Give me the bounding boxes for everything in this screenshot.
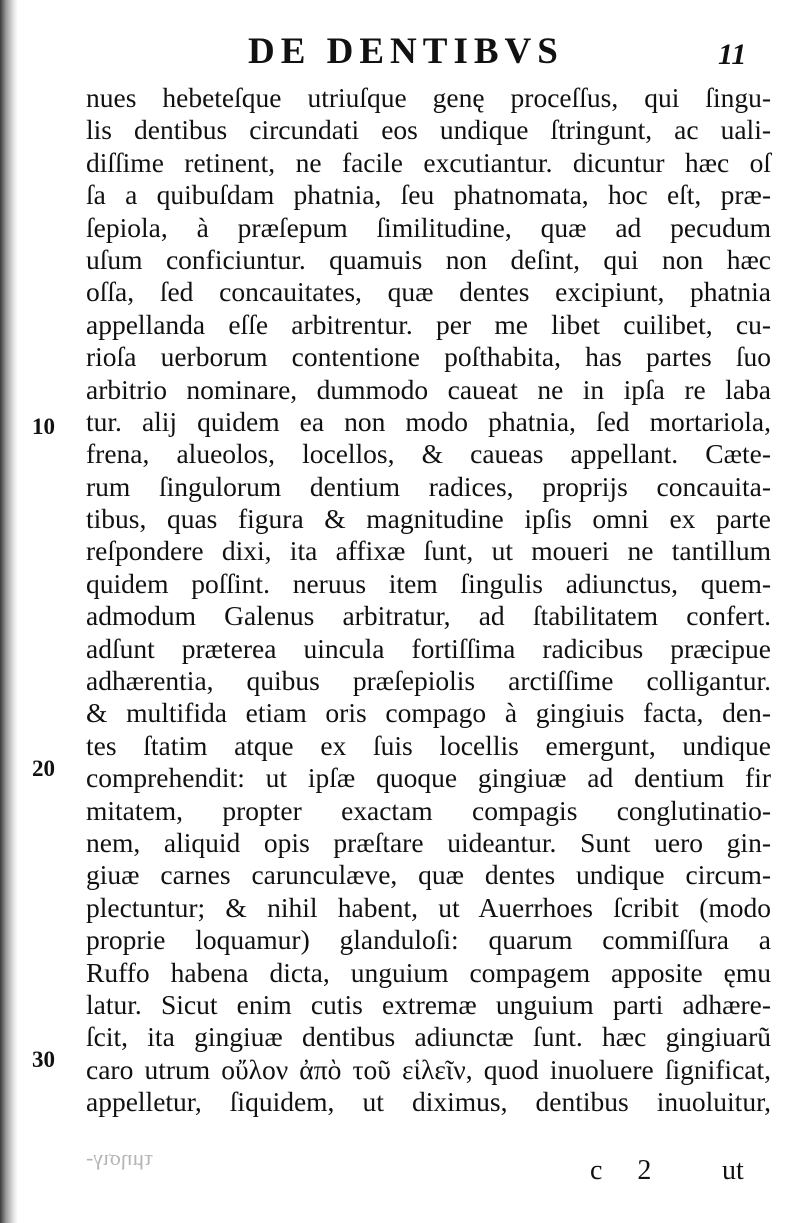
text-line: diſſime retinent, ne facile excutiantur. dicuntur hæc oſ [86,146,771,178]
text-line: ſa a quibuſdam phatnia, ſeu phatnomata, hoc eſt, præ- [86,179,771,211]
text-line: comprehendit: ut ipſæ quoque gingiuæ ad dentium fir [86,762,771,794]
text-line: arbitrio nominare, dummodo caueat ne in ipſa re laba [86,373,771,405]
text-line: ſcit, ita gingiuæ dentibus adiunctæ ſunt. hæc gingiuarũ [86,1021,771,1053]
text-line: tibus, quas figura & magnitudine ipſis omni ex parte [86,503,771,535]
page-binding-shadow [0,0,18,1223]
text-line: Ruffo habena dicta, unguium compagem apposite ęmu [86,956,771,988]
text-line: adſunt præterea uincula fortiſſima radicibus præcipue [86,632,771,664]
bleed-through-text: τμησιγ- [86,1145,153,1170]
text-line: caro utrum οὔλον ἀπὸ τοῦ εἱλεῖν, quod inuoluere ſignificat, [86,1053,771,1085]
line-number-20: 20 [32,756,55,781]
text-line: ſepiola, à præſepum ſimilitudine, quæ ad pecudum [86,211,771,243]
text-line: reſpondere dixi, ita affixæ ſunt, ut moueri ne tantillum [86,535,771,567]
text-line: tur. alij quidem ea non modo phatnia, ſed mortariola, [86,405,771,437]
text-line: adhærentia, quibus præſepiolis arctiſſime colligantur. [86,665,771,697]
text-line: mitatem, propter exactam compagis conglutinatio- [86,794,771,826]
body-text [86,82,771,1119]
folio-number: 11 [718,38,747,71]
text-line: uſum conficiuntur. quamuis non deſint, qui non hæc [86,243,771,275]
text-line: quidem poſſint. neruus item ſingulis adiunctus, quem- [86,567,771,599]
text-line: frena, alueolos, locellos, & caueas appellant. Cæte- [86,438,771,470]
text-line: appellanda eſſe arbitrentur. per me libet cuilibet, cu- [86,308,771,340]
signature-mark: c 2 [590,1155,652,1186]
catchword: ut [722,1155,744,1186]
text-line: tes ſtatim atque ex ſuis locellis emergunt, undique [86,729,771,761]
text-line: admodum Galenus arbitratur, ad ſtabilitatem confert. [86,600,771,632]
text-line: rum ſingulorum dentium radices, proprijs concauita- [86,470,771,502]
text-line: oſſa, ſed concauitates, quæ dentes excipiunt, phatnia [86,276,771,308]
text-line: plectuntur; & nihil habent, ut Auerrhoes ſcribit (modo [86,891,771,923]
running-head: DE DENTIBVS [248,31,564,72]
text-line: nues hebeteſque utriuſque genę proceſſus, qui ſingu- [86,82,771,113]
text-line: nem, aliquid opis præſtare uideantur. Sunt uero gin- [86,826,771,858]
text-line: & multifida etiam oris compago à gingiuis facta, den- [86,697,771,729]
line-number-10: 10 [32,414,55,439]
text-line: giuæ carnes carunculæve, quæ dentes undique circum- [86,859,771,891]
text-line: rioſa uerborum contentione poſthabita, has partes ſuo [86,341,771,373]
text-line: latur. Sicut enim cutis extremæ unguium parti adhære- [86,988,771,1020]
text-line: lis dentibus circundati eos undique ſtringunt, ac uali- [86,114,771,146]
line-number-30: 30 [32,1047,55,1072]
text-line: appelletur, ſiquidem, ut diximus, dentibus inuoluitur, [86,1086,771,1118]
text-line: proprie loquamur) glanduloſi: quarum commiſſura a [86,924,771,956]
